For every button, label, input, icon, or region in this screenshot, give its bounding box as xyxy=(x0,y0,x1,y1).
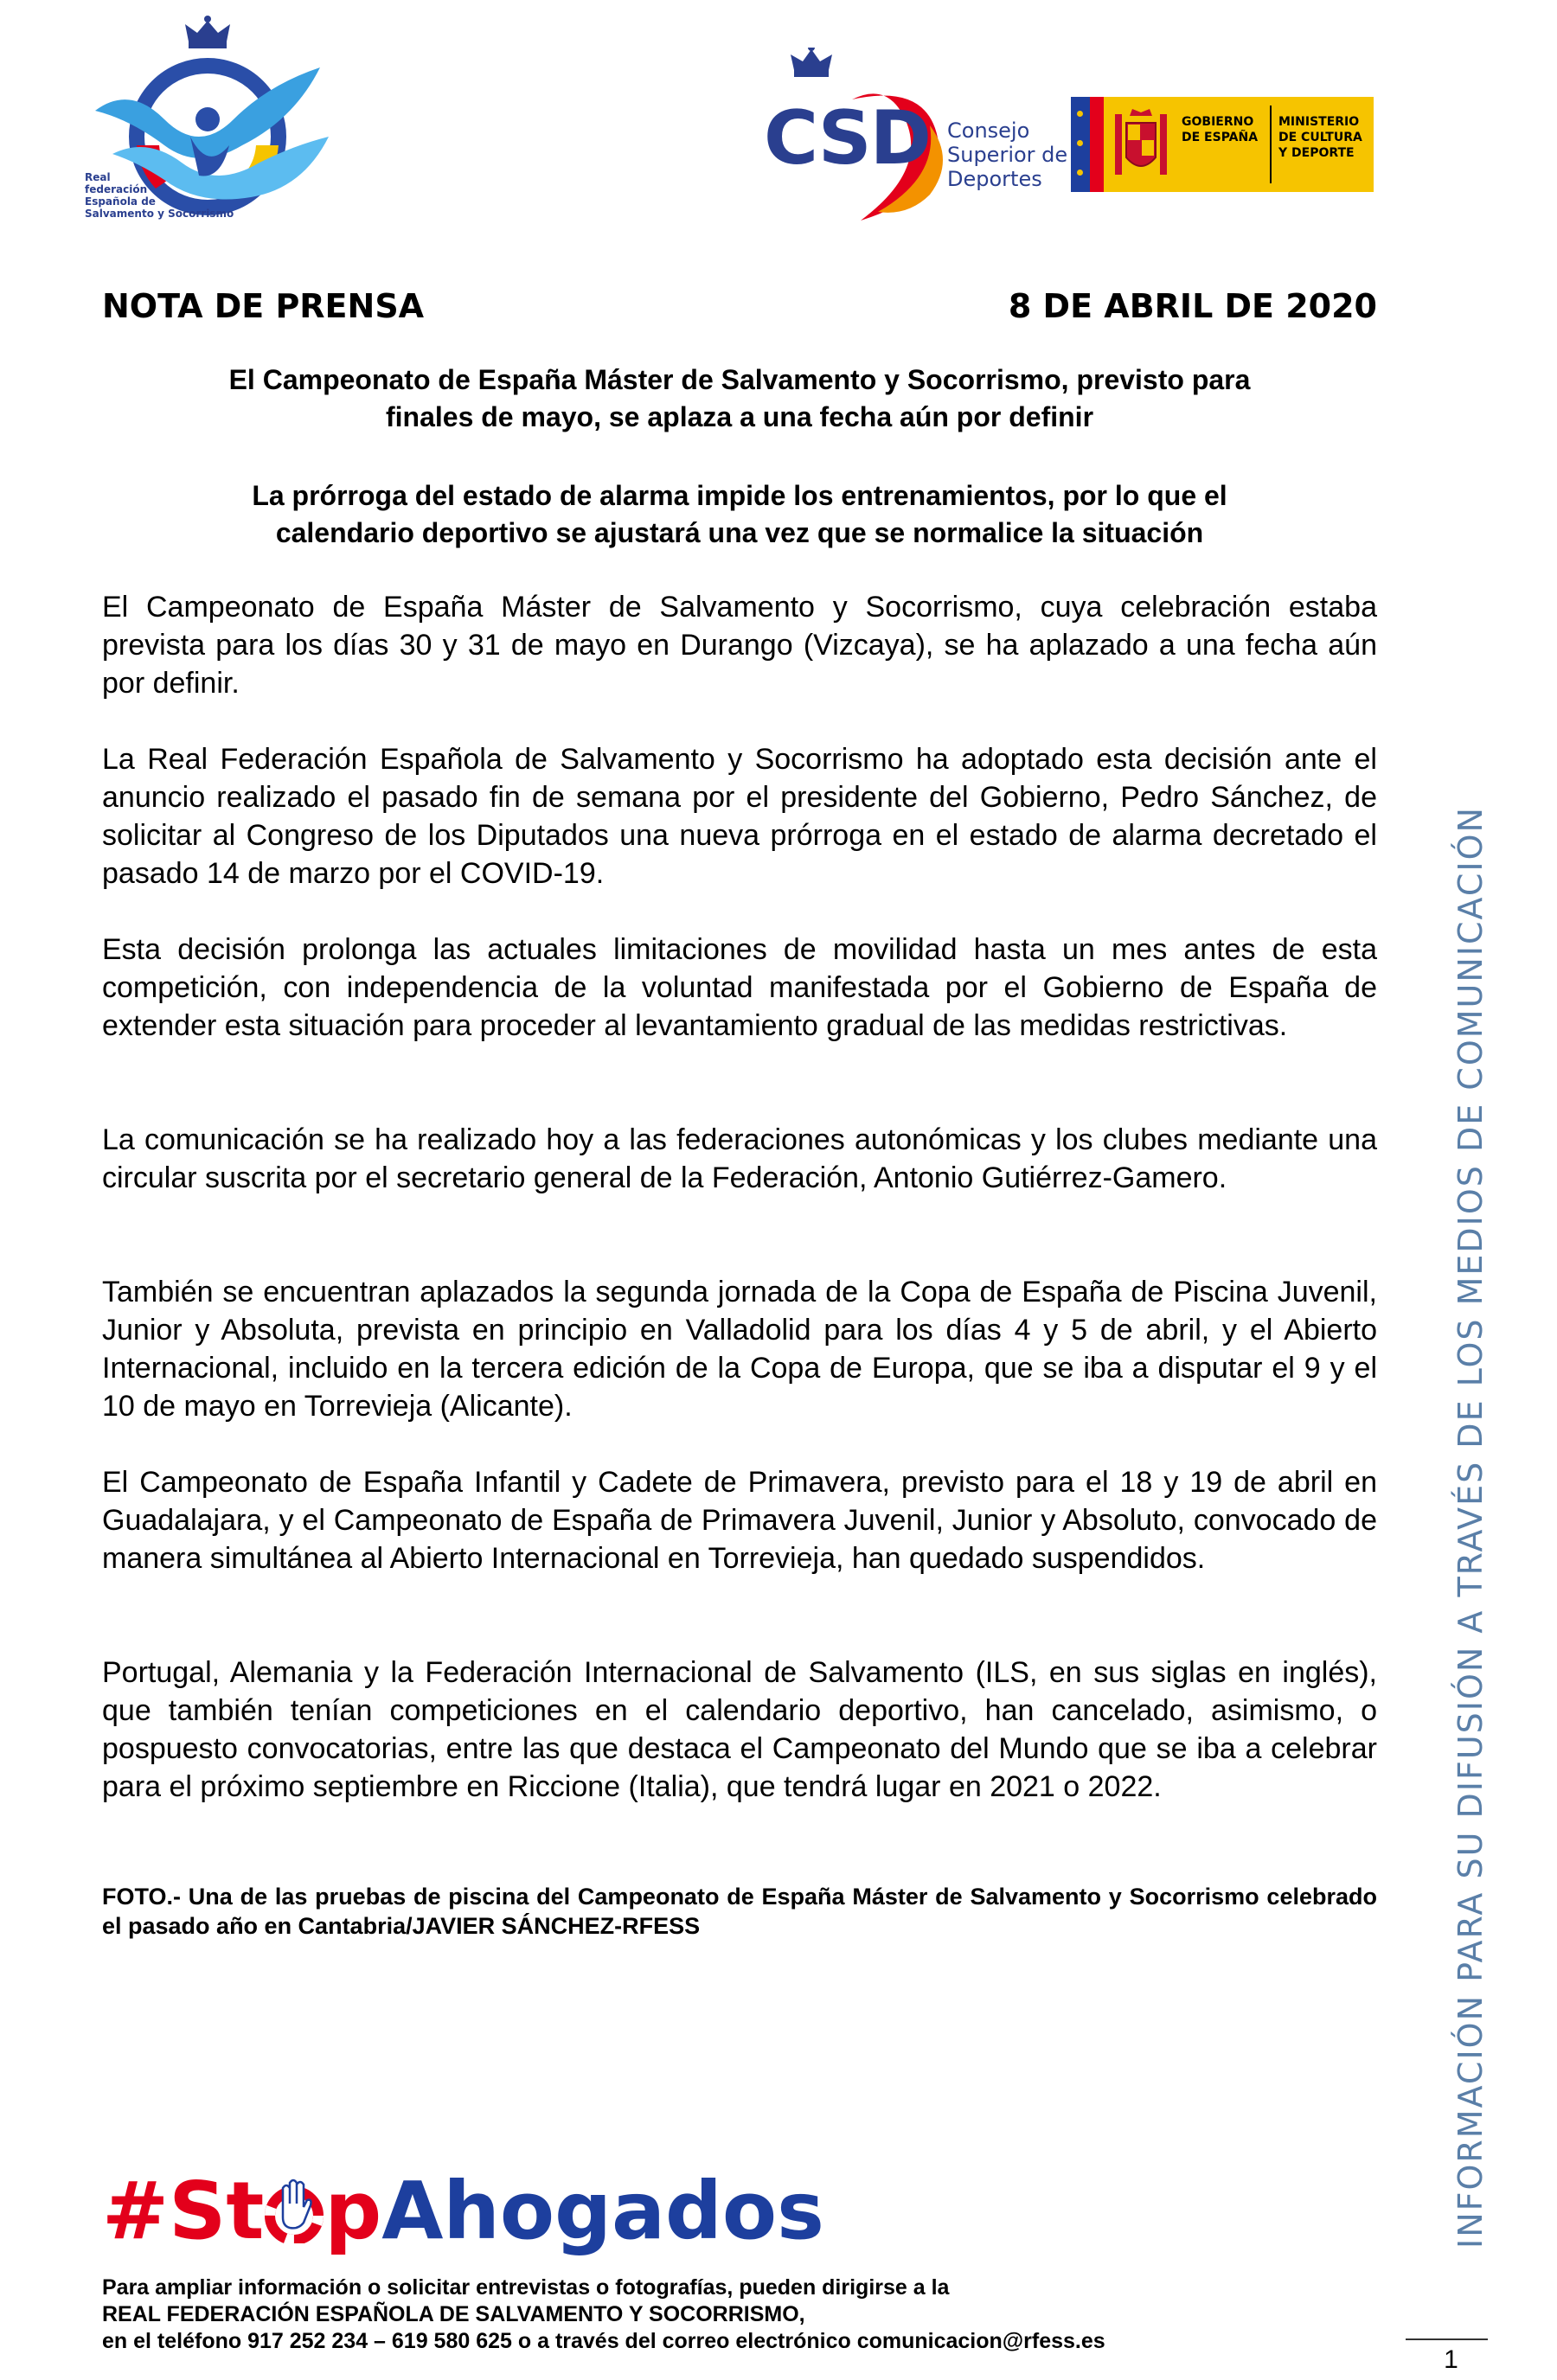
campaign-hashtag-part: Ahogados xyxy=(381,2165,824,2257)
spain-flag xyxy=(1090,97,1104,192)
csd-name-line: Consejo xyxy=(947,118,1030,143)
body-paragraph: La Real Federación Española de Salvamento y Socorrismo ha adoptado esta decisión ante el anuncio realizado el pasado fin de semana por el presidente del Gobierno, Pedro Sánchez, de solicitar al Congreso de los Diputados una nueva prórroga en el estado de alarma decretado el pasado 14 de marzo por el COVID-19. xyxy=(102,743,1377,890)
subheadline-line: calendario deportivo se ajustará una vez que se normalice la situación xyxy=(275,517,1204,548)
ministry-label-line: DE CULTURA xyxy=(1278,131,1362,144)
headline-line: El Campeonato de España Máster de Salvamento y Socorrismo, previsto para xyxy=(228,364,1251,395)
body-paragraph: La comunicación se ha realizado hoy a las federaciones autonómicas y los clubes mediante una circular suscrita por el secretario general de la Federación, Antonio Gutiérrez-Gamero. xyxy=(102,1123,1377,1194)
rfess-text-line: Real xyxy=(85,171,111,183)
headline-line: finales de mayo, se aplaza a una fecha aún por definir xyxy=(385,401,1094,432)
eu-star-icon xyxy=(1077,140,1083,146)
campaign-hashtag-part: #St xyxy=(102,2165,265,2257)
government-logo xyxy=(1071,97,1374,192)
headline xyxy=(102,361,1377,436)
subheadline xyxy=(102,477,1377,552)
rfess-text-line: Salvamento y Socorrismo xyxy=(85,208,234,220)
photo-caption: FOTO.- Una de las pruebas de piscina del Campeonato de España Máster de Salvamento y Socorrismo celebrado el pasado año en Cantabria/JAVIER SÁNCHEZ-RFESS xyxy=(102,1884,1377,1939)
footer-line: Para ampliar información o solicitar entrevistas o fotografías, pueden dirigirse a la xyxy=(102,2275,950,2300)
eu-flag-strip xyxy=(1071,97,1090,192)
body-paragraph: También se encuentran aplazados la segunda jornada de la Copa de España de Piscina Juvenil, Junior y Absoluta, prevista en principio en Valladolid para los días 4 y 5 de abril, y el Abierto Internacional, incluido en la tercera edición de la Copa de Europa, que se iba a disputar el 9 y el 10 de mayo en Torrevieja (Alicante). xyxy=(102,1276,1377,1423)
csd-acronym: CSD xyxy=(764,95,931,182)
campaign-hashtag-part: p xyxy=(324,2165,382,2257)
page-number-rule xyxy=(1406,2338,1488,2340)
vertical-disclaimer: INFORMACIÓN PARA SU DIFUSIÓN A TRAVÉS DE LOS MEDIOS DE COMUNICACIÓN xyxy=(1451,806,1490,2249)
ministry-label-line: Y DEPORTE xyxy=(1278,146,1355,160)
body-paragraph: El Campeonato de España Infantil y Cadete de Primavera, previsto para el 18 y 19 de abril en Guadalajara, y el Campeonato de España de Primavera Juvenil, Junior y Absoluto, convocado de manera simultánea al Abierto Internacional en Torrevieja, han quedado suspendidos. xyxy=(102,1466,1377,1575)
csd-logo xyxy=(757,48,1068,246)
rfess-text-line: Española de xyxy=(85,195,156,208)
subheadline-line: La prórroga del estado de alarma impide los entrenamientos, por lo que el xyxy=(252,480,1227,511)
page-number: 1 xyxy=(1444,2345,1458,2374)
government-label-line: GOBIERNO xyxy=(1182,115,1254,129)
body-paragraph: El Campeonato de España Máster de Salvamento y Socorrismo, cuya celebración estaba prevista para los días 30 y 31 de mayo en Durango (Vizcaya), se ha aplazado a una fecha aún por definir. xyxy=(102,591,1377,700)
rfess-text-line: federación xyxy=(85,183,148,195)
eu-star-icon xyxy=(1077,170,1083,176)
press-release-date: 8 DE ABRIL DE 2020 xyxy=(1008,287,1377,325)
eu-star-icon xyxy=(1077,111,1083,117)
footer-line: REAL FEDERACIÓN ESPAÑOLA DE SALVAMENTO Y SOCORRISMO, xyxy=(102,2302,805,2326)
government-label-line: DE ESPAÑA xyxy=(1182,131,1259,144)
rfess-logo xyxy=(78,16,337,240)
ministry-label-line: MINISTERIO xyxy=(1278,115,1360,129)
press-release-label: NOTA DE PRENSA xyxy=(102,287,425,325)
press-release-header xyxy=(102,287,1377,330)
stop-ahogados-logo xyxy=(102,2164,824,2259)
footer-line: en el teléfono 917 252 234 – 619 580 625 o a través del correo electrónico comunicacion@rfess.es xyxy=(102,2329,1105,2353)
spain-coat-of-arms-icon xyxy=(1111,106,1171,183)
body-paragraph: Portugal, Alemania y la Federación Internacional de Salvamento (ILS, en sus siglas en inglés), que también tenían competiciones en el calendario deportivo, han cancelado, asimismo, o pospuesto convocatorias, entre las que destaca el Campeonato del Mundo que se iba a celebrar para el próximo septiembre en Riccione (Italia), que tendrá lugar en 2021 o 2022. xyxy=(102,1656,1377,1803)
contact-footer xyxy=(102,2274,1227,2355)
body-paragraph: Esta decisión prolonga las actuales limitaciones de movilidad hasta un mes antes de esta competición, con independencia de la voluntad manifestada por el Gobierno de España de extender esta situación para proceder al levantamiento gradual de las medidas restrictivas. xyxy=(102,933,1377,1042)
csd-name-line: Superior de xyxy=(947,143,1068,167)
csd-name-line: Deportes xyxy=(947,167,1042,191)
lifebuoy-hand-icon xyxy=(264,2169,324,2235)
government-divider xyxy=(1270,106,1272,183)
